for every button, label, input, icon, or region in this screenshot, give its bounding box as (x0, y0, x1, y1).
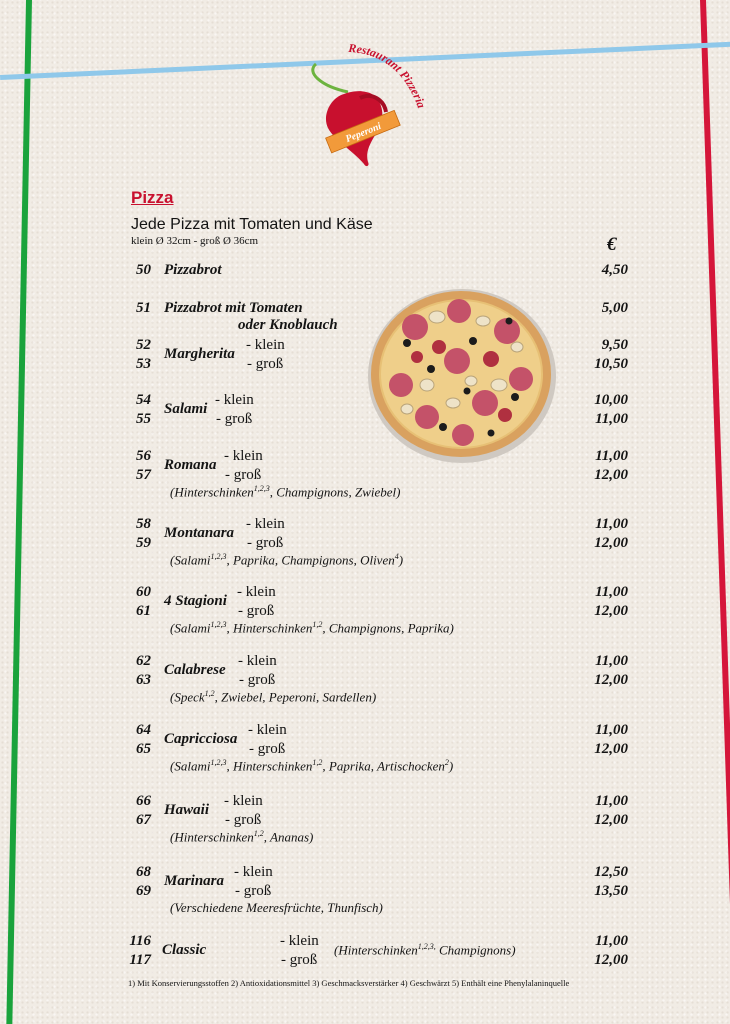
item-number: 65 (136, 741, 151, 757)
logo-arc-text: Restaurant Pizzeria (347, 42, 429, 110)
allergen-code: 1,2 (312, 620, 323, 629)
green-stripe (6, 0, 32, 1024)
allergen-code: 1,2,3, (417, 942, 436, 951)
pizza-photo (367, 285, 557, 463)
size-large-label: - groß (247, 356, 284, 372)
item-ingredients (170, 689, 376, 705)
ingredient-text: (Salami (170, 552, 211, 568)
item-number: 62 (136, 653, 151, 669)
item-number: 58 (136, 516, 151, 532)
ingredient-text: (Hinterschinken (170, 829, 254, 845)
item-name: Pizzabrot mit Tomaten (164, 300, 303, 316)
size-small-label: - klein (224, 448, 263, 464)
ingredient-text: , Champignons, Zwiebel) (269, 484, 401, 500)
size-large-label: - groß (216, 411, 253, 427)
item-price: 11,00 (595, 653, 628, 669)
size-small-label: - klein (246, 337, 285, 353)
item-price: 5,00 (601, 300, 628, 316)
item-number: 67 (136, 812, 151, 828)
item-price: 13,50 (594, 883, 628, 899)
size-small-label: - klein (224, 793, 263, 809)
item-ingredients (170, 758, 453, 774)
item-price: 11,00 (595, 448, 628, 464)
item-name: 4 Stagioni (164, 593, 227, 609)
item-number: 52 (136, 337, 151, 353)
item-name: Salami (164, 401, 208, 417)
allergen-code: 1,2 (253, 829, 264, 838)
ingredient-text: (Salami (170, 758, 211, 774)
item-price: 9,50 (601, 337, 628, 353)
item-number: 57 (136, 467, 151, 483)
item-number: 64 (136, 722, 151, 738)
item-price: 12,00 (594, 952, 628, 968)
item-name: Romana (164, 457, 217, 473)
item-price: 12,00 (594, 812, 628, 828)
item-number: 66 (136, 793, 151, 809)
item-number: 54 (136, 392, 151, 408)
item-number: 51 (136, 300, 151, 316)
allergen-code: 1,2,3 (210, 758, 227, 767)
size-large-label: - groß (281, 952, 318, 968)
item-name: Montanara (164, 525, 235, 541)
currency-label: € (607, 234, 617, 255)
size-small-label: - klein (248, 722, 287, 738)
item-number: 61 (136, 603, 151, 619)
item-price: 12,00 (594, 603, 628, 619)
item-price: 11,00 (595, 411, 628, 427)
size-small-label: - klein (280, 933, 319, 949)
item-number: 116 (129, 933, 151, 949)
item-price: 12,00 (594, 672, 628, 688)
ingredient-text: (Hinterschinken (334, 942, 418, 958)
item-ingredients (170, 552, 403, 568)
item-price: 10,50 (594, 356, 628, 372)
size-large-label: - groß (249, 741, 286, 757)
item-price: 10,00 (594, 392, 628, 408)
allergen-code: 1,2,3 (210, 620, 227, 629)
item-number: 53 (136, 356, 151, 372)
item-number: 59 (136, 535, 151, 551)
item-price: 4,50 (601, 262, 628, 278)
item-number: 63 (136, 672, 151, 688)
ingredient-text: , Paprika, Champignons, Oliven (226, 552, 395, 568)
size-small-label: - klein (215, 392, 254, 408)
logo-banner-text: Peperoni (344, 120, 383, 146)
item-price: 11,00 (595, 933, 628, 949)
item-number: 117 (129, 952, 151, 968)
size-large-label: - groß (238, 603, 275, 619)
item-price: 12,50 (594, 864, 628, 880)
item-number: 56 (136, 448, 151, 464)
ingredient-text: , Champignons, Paprika) (322, 620, 454, 636)
ingredient-text: (Salami (170, 620, 211, 636)
item-price: 12,00 (594, 467, 628, 483)
section-subtitle: Jede Pizza mit Tomaten und Käse (131, 216, 373, 233)
ingredient-text: (Speck (170, 689, 205, 705)
size-small-label: - klein (234, 864, 273, 880)
footnote: 1) Mit Konservierungsstoffen 2) Antioxidationsmittel 3) Geschmacksverstärker 4) Geschwärzt 5) Enthält eine Phenylalaninquelle (128, 978, 570, 988)
item-ingredients (170, 620, 454, 636)
size-large-label: - groß (235, 883, 272, 899)
ingredient-text: (Verschiedene Meeresfrüchte, Thunfisch) (170, 900, 383, 915)
size-small-label: - klein (237, 584, 276, 600)
ingredient-text: Champignons) (435, 942, 516, 958)
size-small-label: - klein (238, 653, 277, 669)
red-stripe (700, 0, 730, 1024)
ingredient-text: , Ananas) (263, 829, 314, 845)
ingredient-text: , Paprika, Artischocken (322, 758, 445, 774)
item-name: Pizzabrot (164, 262, 222, 278)
ingredient-text: (Hinterschinken (170, 484, 254, 500)
item-name: Hawaii (164, 802, 210, 818)
allergen-code: 1,2,3 (210, 552, 227, 561)
size-note: klein Ø 32cm - groß Ø 36cm (131, 235, 259, 247)
size-large-label: - groß (225, 467, 262, 483)
size-large-label: - groß (247, 535, 284, 551)
size-small-label: - klein (246, 516, 285, 532)
ingredient-text: , Hinterschinken (226, 620, 313, 636)
item-number: 50 (136, 262, 151, 278)
allergen-code: 1,2,3 (253, 484, 270, 493)
section-title: Pizza (131, 188, 174, 207)
restaurant-logo (300, 42, 435, 172)
item-price: 12,00 (594, 741, 628, 757)
item-price: 11,00 (595, 722, 628, 738)
item-number: 69 (136, 883, 151, 899)
item-ingredients (170, 900, 383, 916)
ingredient-text: ) (398, 552, 404, 568)
item-ingredients (170, 829, 313, 845)
item-price: 12,00 (594, 535, 628, 551)
item-name: Classic (162, 942, 207, 958)
allergen-code: 1,2 (204, 689, 215, 698)
allergen-code: 4 (394, 552, 399, 561)
item-number: 68 (136, 864, 151, 880)
item-name-continued: oder Knoblauch (238, 317, 338, 333)
allergen-code: 2 (444, 758, 449, 767)
item-price: 11,00 (595, 516, 628, 532)
size-large-label: - groß (225, 812, 262, 828)
item-name: Capricciosa (164, 731, 238, 747)
item-price: 11,00 (595, 793, 628, 809)
ingredient-text: , Hinterschinken (226, 758, 313, 774)
item-name: Marinara (164, 873, 225, 889)
item-number: 60 (136, 584, 151, 600)
size-large-label: - groß (239, 672, 276, 688)
item-name: Calabrese (164, 662, 226, 678)
item-ingredients (334, 942, 516, 958)
item-ingredients (170, 484, 401, 500)
allergen-code: 1,2 (312, 758, 323, 767)
item-name: Margherita (164, 346, 235, 362)
item-number: 55 (136, 411, 151, 427)
ingredient-text: ) (448, 758, 454, 774)
ingredient-text: , Zwiebel, Peperoni, Sardellen) (214, 689, 377, 705)
item-price: 11,00 (595, 584, 628, 600)
